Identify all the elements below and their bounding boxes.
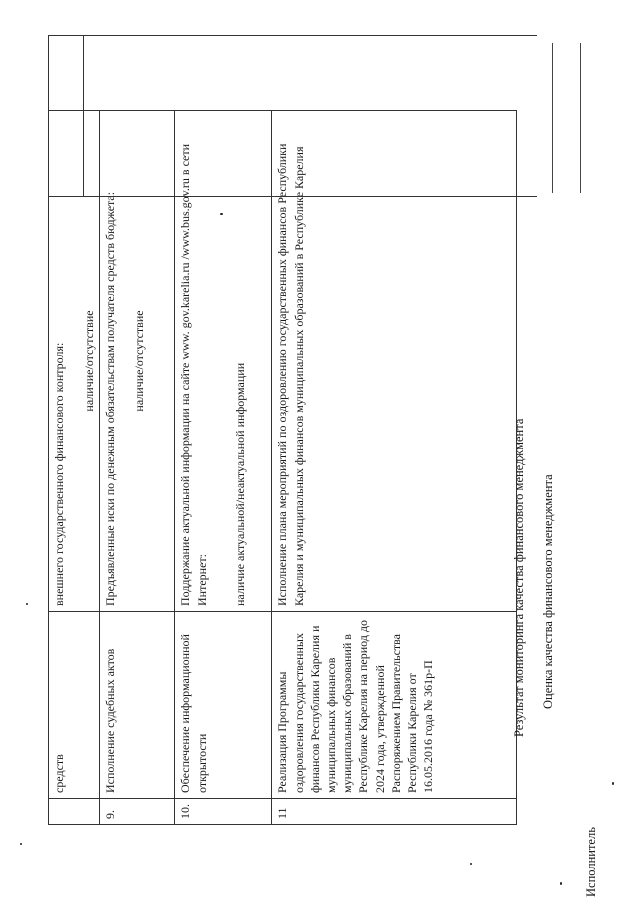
scan-speck xyxy=(220,213,223,215)
score-column xyxy=(48,35,537,197)
description-text: Поддержание актуальной информации на сайте www. gov.karelia.ru /www.bus.gov.ru в сети Интернет: xyxy=(178,143,209,606)
result-block xyxy=(512,419,556,737)
executor-label: Исполнитель xyxy=(584,827,598,897)
indicator-description-cell: Исполнение плана мероприятий по оздоровлению государственных финансов Республики Карелия и муниципальных финансов муниципальных образований в Республике Карелия xyxy=(272,111,517,612)
scan-speck xyxy=(26,603,28,605)
criterion-text: наличие/отсутствие xyxy=(82,310,97,412)
scan-speck xyxy=(560,882,562,885)
row-number-cell xyxy=(49,799,100,825)
assessment-label: Оценка качества финансового менеджмента xyxy=(541,474,555,709)
scan-speck xyxy=(612,782,614,785)
scan-speck xyxy=(20,843,22,845)
indicator-name-cell: средств xyxy=(49,612,100,799)
assessment-table xyxy=(48,110,517,825)
table-row xyxy=(175,111,272,825)
indicator-name-cell: Обеспечение информационной открытости xyxy=(175,612,272,799)
row-number-cell: 10. xyxy=(175,799,272,825)
assessment-signature-line xyxy=(580,43,581,193)
indicator-name-cell: Исполнение судебных актов xyxy=(100,612,175,799)
table-row xyxy=(272,111,517,825)
description-text: Предъявленные иски по денежным обязательствам получателя средств бюджета: xyxy=(103,191,118,606)
table-row xyxy=(100,111,175,825)
scan-speck xyxy=(470,863,472,865)
criterion-text: наличие/отсутствие xyxy=(131,310,146,412)
monitoring-result-label: Результат мониторинга качества финансового менеджмента xyxy=(512,418,526,737)
description-text: внешнего государственного финансового контроля: xyxy=(52,342,66,606)
result-signature-line xyxy=(552,43,553,193)
row-number-cell: 9. xyxy=(100,799,175,825)
table-row xyxy=(49,111,100,825)
row-number-cell: 11 xyxy=(272,799,517,825)
score-column-divider xyxy=(83,36,84,196)
criterion-text: наличие актуальной/неактуальной информации xyxy=(232,362,247,606)
indicator-name-cell: Реализация Программы оздоровления государственных финансов Республики Карелия и муниципальных финансов муниципальных образований в Республике Карелия на период до 2024 года, утвержденной Распоряжением Правительства Республики Карелия от 16.05.2016 года № 361р-П xyxy=(272,612,517,799)
